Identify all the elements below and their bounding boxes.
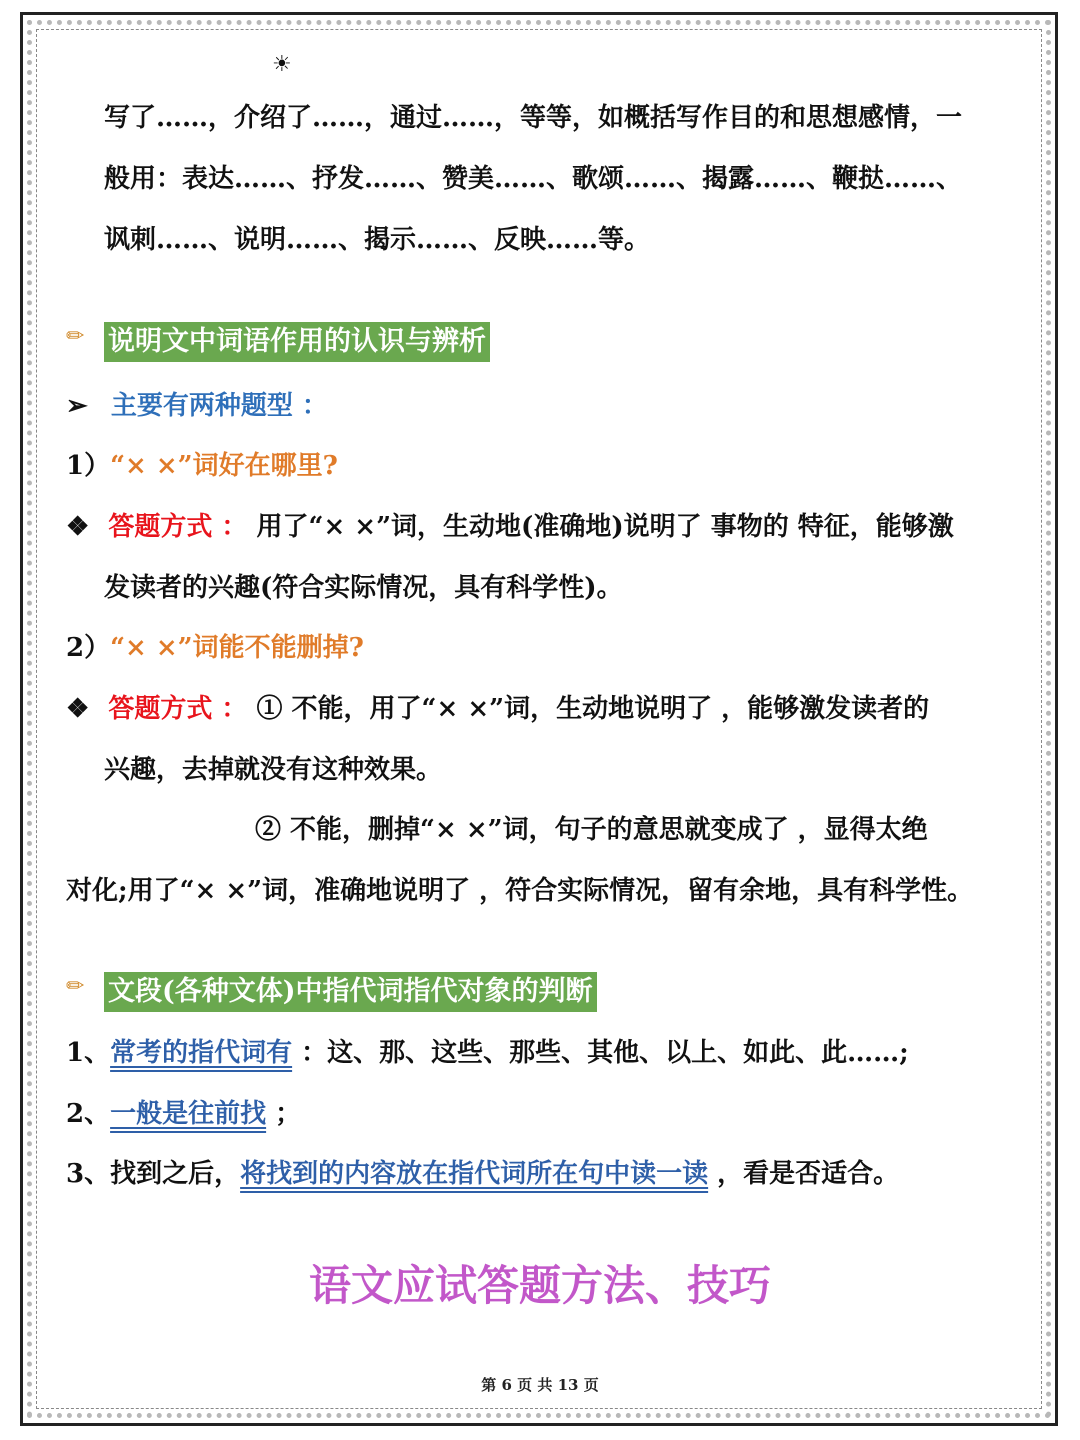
subheading: 主要有两种题型 ： bbox=[110, 391, 328, 421]
answer-text: 用了“× ×”词，生动地(准确地)说明了 事物的 特征，能够激 bbox=[256, 512, 954, 542]
page-title: 语文应试答题方法、技巧 bbox=[308, 1261, 771, 1310]
list-text: ，看是否适合。 bbox=[708, 1159, 900, 1189]
list-highlight-link[interactable]: 一般是往前找 bbox=[110, 1099, 267, 1129]
question-number: 2） bbox=[66, 633, 111, 663]
answer-text: 发读者的兴趣(符合实际情况，具有科学性)。 bbox=[104, 573, 623, 603]
section-heading: 说明文中词语作用的认识与辨析 bbox=[104, 322, 490, 362]
section-heading: 文段(各种文体)中指代词指代对象的判断 bbox=[104, 972, 597, 1012]
list-text: ； bbox=[266, 1099, 302, 1129]
paragraph-line: 写了……，介绍了……，通过……，等等，如概括写作目的和思想感情，一 bbox=[104, 103, 963, 133]
subheading-row bbox=[66, 386, 1080, 426]
question-text: “× ×”词能不能删掉? bbox=[110, 633, 364, 663]
question-number: 1） bbox=[66, 451, 111, 481]
answer-label: 答题方式 ： bbox=[108, 512, 248, 542]
answer-text: 兴趣，去掉就没有这种效果。 bbox=[104, 755, 443, 785]
diamond-icon: ❖ bbox=[66, 512, 90, 542]
question-row bbox=[66, 446, 1080, 486]
paragraph-line: 般用：表达……、抒发……、赞美……、歌颂……、揭露……、鞭挞……、 bbox=[104, 164, 963, 194]
list-highlight-link[interactable]: 将找到的内容放在指代词所在句中读一读 bbox=[240, 1159, 709, 1189]
list-item bbox=[66, 1033, 1080, 1073]
list-text: ：这、那、这些、那些、其他、以上、如此、此……; bbox=[292, 1038, 909, 1068]
answer-label: 答题方式 ： bbox=[108, 694, 248, 724]
list-item bbox=[66, 1094, 1080, 1134]
sun-icon: ☀ bbox=[272, 52, 292, 77]
answer-row bbox=[66, 507, 1080, 547]
list-number: 3、 bbox=[66, 1159, 111, 1189]
answer-text: 对化;用了“× ×”词，准确地说明了 ，符合实际情况，留有余地，具有科学性。 bbox=[66, 876, 974, 906]
arrow-icon: ➢ bbox=[66, 391, 88, 421]
pencil-icon: ✏ bbox=[66, 974, 85, 999]
page-footer: 第 6 页 共 13 页 bbox=[481, 1376, 599, 1394]
diamond-icon: ❖ bbox=[66, 694, 90, 724]
paragraph-line: 讽刺……、说明……、揭示……、反映……等。 bbox=[104, 225, 651, 255]
answer-row bbox=[66, 689, 1080, 729]
question-row bbox=[66, 628, 1080, 668]
answer-text: ① 不能，用了“× ×”词，生动地说明了 ，能够激发读者的 bbox=[256, 694, 930, 724]
list-highlight-link[interactable]: 常考的指代词有 bbox=[110, 1038, 293, 1068]
list-number: 1、 bbox=[66, 1038, 111, 1068]
pencil-icon: ✏ bbox=[66, 324, 85, 349]
answer-text: ② 不能，删掉“× ×”词，句子的意思就变成了 ，显得太绝 bbox=[255, 815, 928, 845]
list-text: 找到之后， bbox=[110, 1159, 241, 1189]
question-text: “× ×”词好在哪里? bbox=[110, 451, 338, 481]
list-number: 2、 bbox=[66, 1099, 111, 1129]
list-item bbox=[66, 1154, 1080, 1194]
